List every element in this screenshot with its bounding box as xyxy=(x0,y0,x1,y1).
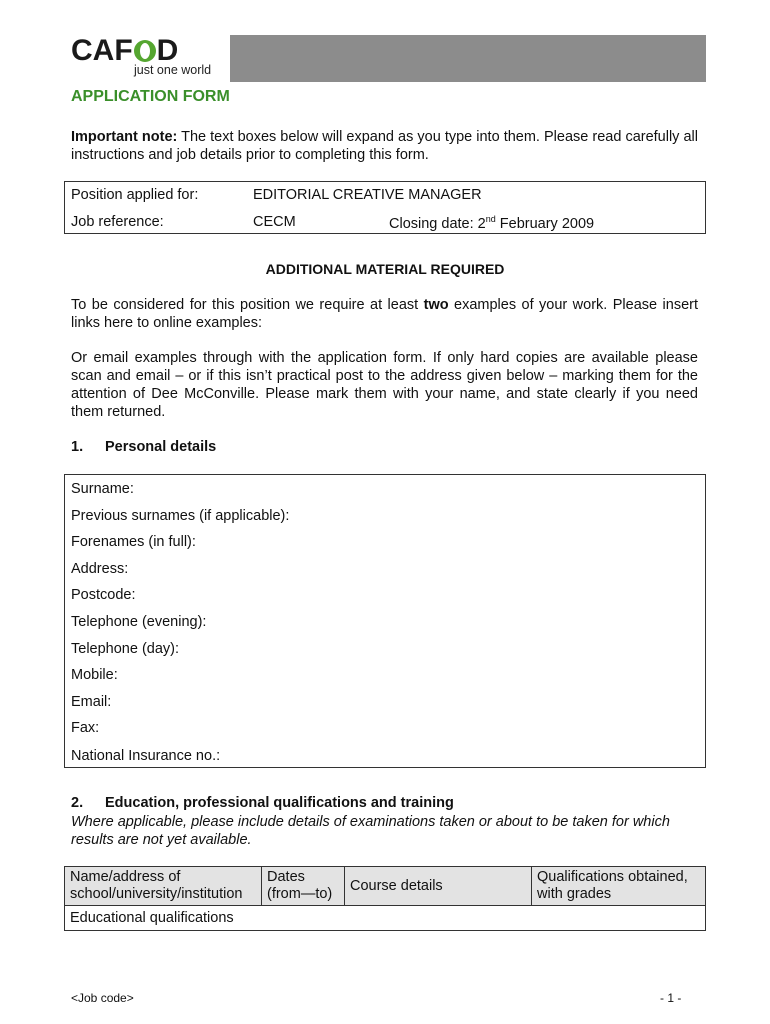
additional-paragraph-1 xyxy=(71,296,698,332)
education-heading: Education, professional qualifications and training xyxy=(105,795,454,811)
field-telephone-evening[interactable]: Telephone (evening): xyxy=(71,614,207,630)
field-previous-surnames[interactable]: Previous surnames (if applicable): xyxy=(71,508,290,524)
logo-text-right: D xyxy=(156,34,179,67)
closing-date-rest: February 2009 xyxy=(495,215,595,232)
closing-date-sup: nd xyxy=(485,214,496,224)
important-note xyxy=(71,128,698,164)
column-name-address: Name/address of school/university/institution xyxy=(65,867,262,906)
field-postcode[interactable]: Postcode: xyxy=(71,587,136,603)
important-note-label: Important note: xyxy=(71,129,178,145)
field-surname[interactable]: Surname: xyxy=(71,481,134,497)
additional-paragraph-2: Or email examples through with the application form. If only hard copies are available please scan and email – or if this isn’t practical post to the address given below – marking them for the attention of Dee McConville. Please mark them with your name, and state clearly if you need them returned. xyxy=(71,350,698,420)
footer-page-number: - 1 - xyxy=(660,991,682,1005)
field-telephone-day[interactable]: Telephone (day): xyxy=(71,641,180,657)
logo-tagline: just one world xyxy=(134,63,212,77)
additional-heading: ADDITIONAL MATERIAL REQUIRED xyxy=(265,261,505,277)
personal-heading: Personal details xyxy=(105,439,217,455)
position-value[interactable]: EDITORIAL CREATIVE MANAGER xyxy=(253,187,482,203)
field-forenames[interactable]: Forenames (in full): xyxy=(71,534,196,550)
column-dates: Dates (from—to) xyxy=(262,867,345,906)
job-reference-label: Job reference: xyxy=(71,214,164,230)
logo-text-left: CAF xyxy=(71,34,133,67)
field-address[interactable]: Address: xyxy=(71,561,129,577)
personal-details-box xyxy=(64,474,706,768)
position-label: Position applied for: xyxy=(71,187,199,203)
header-band xyxy=(230,35,706,82)
personal-number: 1. xyxy=(71,439,84,455)
job-reference-value[interactable]: CECM xyxy=(253,214,296,230)
education-number: 2. xyxy=(71,795,84,811)
field-national-insurance[interactable]: National Insurance no.: xyxy=(71,748,221,764)
education-intro: Where applicable, please include details of examinations taken or about to be taken for which results are not yet available. xyxy=(71,814,670,848)
additional-p1-bold: two xyxy=(423,297,449,313)
closing-date-label: Closing date: 2 xyxy=(389,215,486,232)
education-table xyxy=(64,866,706,931)
footer-job-code: <Job code> xyxy=(71,991,134,1005)
column-qualifications: Qualifications obtained, with grades xyxy=(532,867,706,906)
field-fax[interactable]: Fax: xyxy=(71,720,100,736)
field-email[interactable]: Email: xyxy=(71,694,112,710)
educational-qualifications-row[interactable]: Educational qualifications xyxy=(65,906,706,931)
additional-p1-b: examples of your work. Please insert links here to online examples: xyxy=(71,297,698,331)
column-course-details: Course details xyxy=(345,867,532,906)
closing-date xyxy=(389,214,594,232)
additional-p1-a: To be considered for this position we require at least xyxy=(71,297,424,313)
education-table-header xyxy=(65,867,706,906)
important-note-text: The text boxes below will expand as you type into them. Please read carefully all instructions and job details prior to completing this form. xyxy=(71,129,698,163)
table-row xyxy=(65,906,706,931)
job-details-box xyxy=(64,181,706,234)
logo-o-icon xyxy=(134,40,156,62)
field-mobile[interactable]: Mobile: xyxy=(71,667,118,683)
page-title: APPLICATION FORM xyxy=(71,88,230,105)
